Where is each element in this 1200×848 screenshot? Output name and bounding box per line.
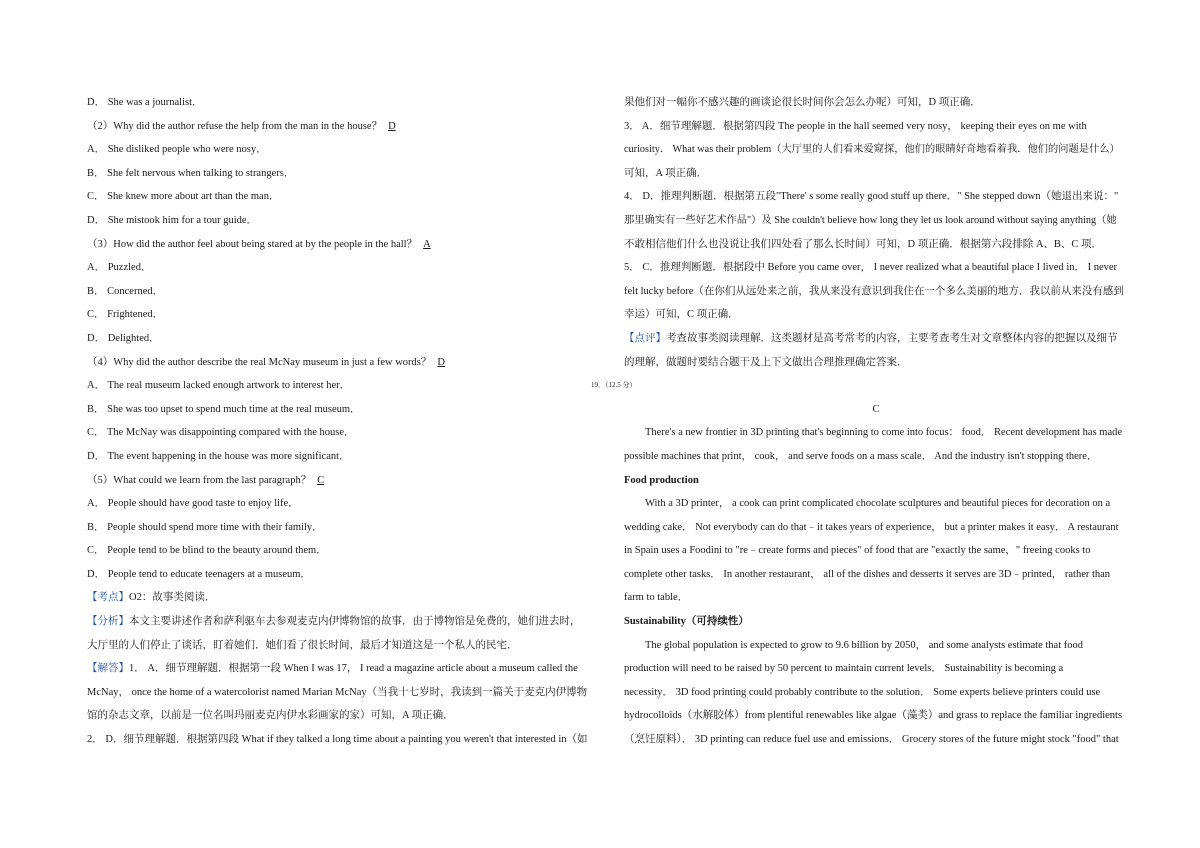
dianping-tag: 【点评】: [624, 332, 666, 344]
text-line: 果他们对一幅你不感兴趣的画谈论很长时间你会怎么办呢）可知，D 项正确．: [624, 97, 981, 108]
passage-line: hydrocolloids（水解胶体）from plentiful renewables like algae（藻类）and grass to replace the familiar ingredients: [624, 710, 1123, 722]
question-3: [87, 233, 590, 257]
passage-line: wedding cake． Not everybody can do that﹣it takes years of experience， but a printer makes it easy． A restaurant: [624, 521, 1119, 533]
option: B． People should spend more time with their family．: [87, 521, 323, 533]
fenxi-text: 本文主要讲述作者和萨利驱车去参观麦克内伊博物馆的故事．由于博物馆是免费的，她们进去时，: [129, 616, 581, 628]
dianping-text: 考查故事类阅读理解．这类题材是高考常考的内容，主要考查考生对文章整体内容的把握以及细节: [666, 332, 1118, 344]
text-line: 幸运）可知，C 项正确．: [624, 309, 739, 321]
passage-line: possible machines that print， cook， and serve foods on a mass scale． And the industry isn't stopping there．: [624, 450, 1098, 462]
option: B． Concerned．: [87, 285, 164, 297]
left-column: [87, 91, 590, 752]
question-text: （4）Why did the author describe the real McNay museum in just a few words？: [87, 356, 432, 368]
dianping-line: [624, 327, 1128, 351]
passage-line: With a 3D printer， a cook can print complicated chocolate sculptures and beautiful pieces for decoration on a: [645, 498, 1111, 510]
option: C． She knew more about art than the man．: [87, 191, 280, 203]
question-text: （2）Why did the author refuse the help from the man in the house？: [87, 120, 383, 132]
option: C． People tend to be blind to the beauty around them．: [87, 545, 327, 557]
option: A． She disliked people who were nosy．: [87, 144, 267, 156]
answer-blank: D: [437, 356, 445, 368]
passage-line: complete other tasks． In another restaurant， all of the dishes and desserts it serves are 3D﹣printed， rather than: [624, 568, 1111, 580]
text-line: 馆的杂志文章，以前是一位名叫玛丽麦克内伊水彩画家的家）可知，A 项正确．: [87, 710, 454, 722]
text-line: D． She was a journalist．: [87, 97, 203, 108]
jieda-line: [87, 657, 590, 681]
text-line: 4． D．推理判断题．根据第五段"There' s some really good stuff up there．" She stepped down（她退出来说：": [624, 191, 1119, 203]
kaodian-text: O2：故事类阅读．: [129, 592, 216, 604]
question-text: （5）What could we learn from the last paragraph？: [87, 474, 312, 486]
text-line: 3． A．细节理解题．根据第四段 The people in the hall seemed very nosy， keeping their eyes on me with: [624, 120, 1087, 132]
fenxi-line: [87, 610, 590, 634]
option: D． People tend to educate teenagers at a museum．: [87, 568, 311, 580]
right-column: [591, 91, 1128, 752]
jieda-tag: 【解答】: [87, 663, 129, 675]
question-number: 19．（12.5 分）: [591, 381, 637, 390]
question-5: [87, 469, 590, 493]
text-line: 的理解，做题时要结合题干及上下文做出合理推理确定答案．: [624, 356, 908, 368]
kaodian-tag: 【考点】: [87, 592, 129, 604]
question-2: [87, 115, 590, 139]
text-line: McNay， once the home of a watercolorist named Marian McNay（当我十七岁时，我读到一篇关于麦克内伊博物: [87, 686, 588, 698]
answer-blank: C: [317, 474, 325, 486]
question-text: （3）How did the author feel about being stared at by the people in the hall？: [87, 238, 418, 250]
answer-blank: D: [388, 120, 396, 132]
text-line: curiosity． What was their problem（大厅里的人们看来爱窥探，他们的眼睛好奇地看着我．他们的问题是什么）: [624, 144, 1120, 156]
option: C． The McNay was disappointing compared with the house．: [87, 427, 355, 439]
passage-line: There's a new frontier in 3D printing that's beginning to come into focus： food． Recent development has made: [645, 427, 1123, 439]
passage-line: farm to table．: [624, 592, 689, 604]
passage-line: necessity． 3D food printing could probably contribute to the solution． Some experts believe printers could use: [624, 686, 1101, 698]
jieda-text: 1． A．细节理解题．根据第一段 When I was 17， I read a magazine article about a museum called the: [129, 663, 578, 675]
text-line: 大厅里的人们停止了谈话，盯着她们．她们看了很长时间，最后才知道这是一个私人的民宅．: [87, 639, 518, 651]
text-line: felt lucky before（在你们从远处来之前，我从来没有意识到我住在一个多么美丽的地方．我以前从来没有感到: [624, 285, 1124, 297]
passage-line: production will need to be raised by 50 percent to maintain current levels． Sustainability is becoming a: [624, 663, 1064, 675]
section-heading: Sustainability（可持续性）: [624, 616, 749, 628]
option: C． Frightened．: [87, 309, 164, 321]
kaodian-line: [87, 586, 590, 610]
option: D． She mistook him for a tour guide．: [87, 214, 258, 226]
text-line: 2． D．细节理解题．根据第四段 What if they talked a long time about a painting you weren't that interested in（如: [87, 734, 588, 746]
question-4: [87, 351, 590, 375]
text-line: 那里确实有一些好艺术作品"）及 She couldn't believe how long they let us look around without saying anything（她: [624, 214, 1117, 226]
passage-line: The global population is expected to grow to 9.6 billion by 2050， and some analysts estimate that food: [645, 639, 1084, 651]
answer-blank: A: [423, 238, 431, 250]
text-line: 不敢相信他们什么也没说让我们四处看了那么长时间）可知，D 项正确．根据第六段排除 A、B、C 项．: [624, 238, 1103, 250]
option: A． People should have good taste to enjoy life．: [87, 498, 299, 510]
option: A． The real museum lacked enough artwork to interest her．: [87, 380, 351, 392]
passage-label: C: [872, 403, 880, 415]
fenxi-tag: 【分析】: [87, 616, 129, 628]
passage-line: in Spain uses a Foodini to "re﹣create forms and pieces" of food that are "exactly the same，" freeing cooks to: [624, 545, 1091, 557]
section-heading: Food production: [624, 474, 699, 486]
option: B． She was too upset to spend much time at the real museum．: [87, 403, 361, 415]
option: A． Puzzled．: [87, 262, 152, 274]
text-line: 5． C．推理判断题．根据段中 Before you came over， I never realized what a beautiful place I lived in． I never: [624, 262, 1118, 274]
text-line: 可知，A 项正确．: [624, 167, 708, 179]
option: B． She felt nervous when talking to strangers．: [87, 167, 295, 179]
option: D． Delighted．: [87, 332, 160, 344]
passage-line: （烹饪原料）． 3D printing can reduce fuel use and emissions． Grocery stores of the future might stock "food" that: [624, 734, 1119, 746]
option: D． The event happening in the house was more significant．: [87, 450, 350, 462]
